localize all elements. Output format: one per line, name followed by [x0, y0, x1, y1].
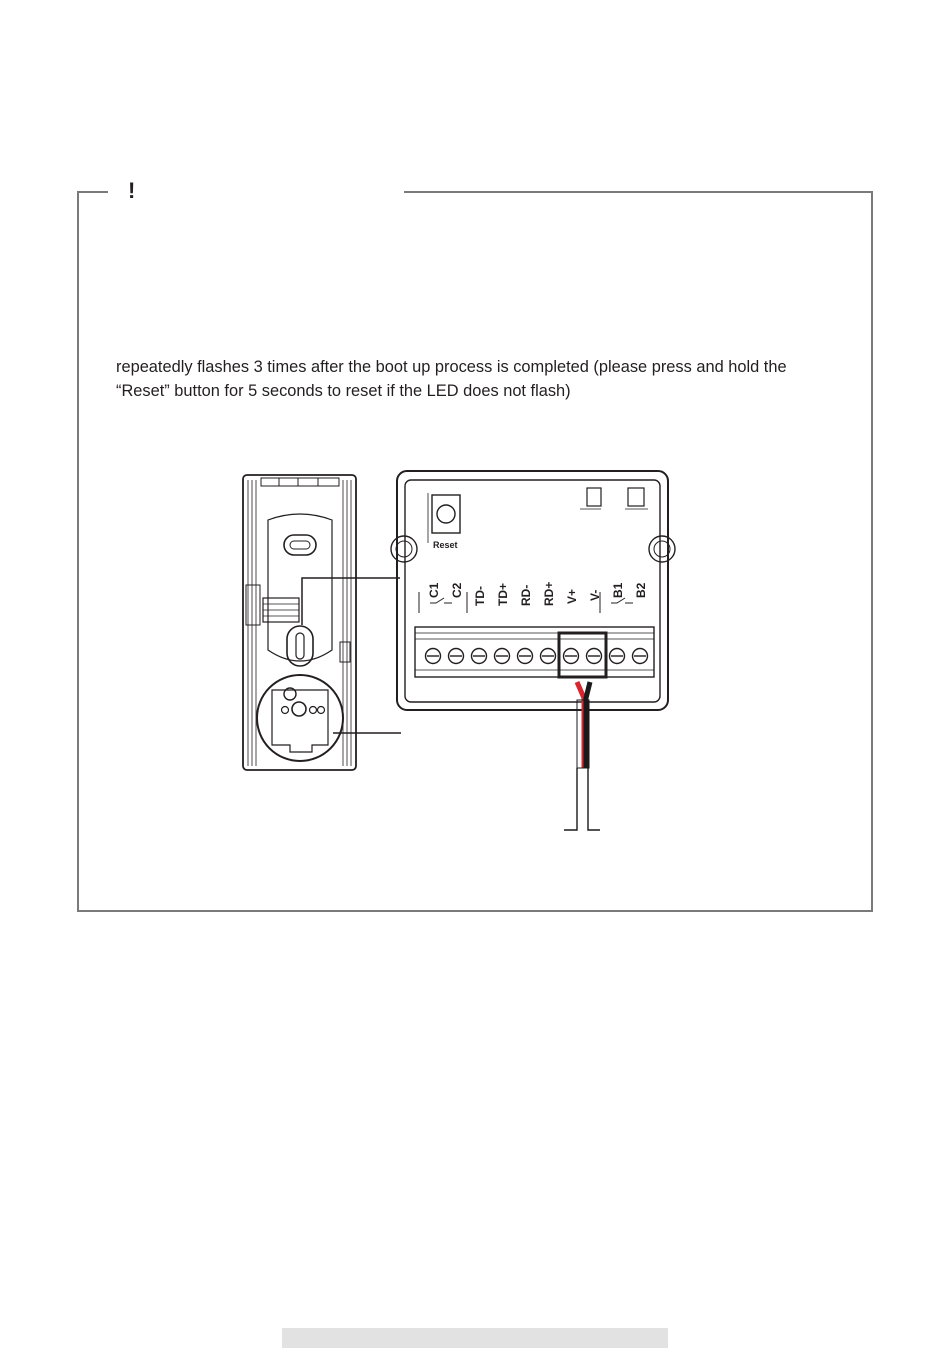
- notice-line-1: repeatedly flashes 3 times after the boot up process is completed (please press and hold the: [116, 358, 787, 376]
- screw-td-minus: [472, 649, 487, 664]
- terminal-label-rd-minus: RD-: [519, 584, 533, 606]
- terminal-label-c1: C1: [427, 582, 441, 598]
- reader-device: [243, 475, 401, 770]
- terminal-label-c2: C2: [450, 582, 464, 598]
- terminal-screws: [426, 649, 648, 664]
- reset-label: Reset: [433, 540, 458, 550]
- power-cable: [564, 682, 600, 830]
- screw-rd-minus: [518, 649, 533, 664]
- terminal-label-rd-plus: RD+: [542, 581, 556, 606]
- screw-td-plus: [495, 649, 510, 664]
- terminal-label-td-plus: TD+: [496, 582, 510, 606]
- terminal-label-b1: B1: [611, 582, 625, 598]
- screw-v-minus: [587, 649, 602, 664]
- red-wire: [577, 682, 584, 768]
- terminal-label-v-minus: V-: [588, 589, 602, 601]
- exclamation-icon: !: [128, 178, 136, 203]
- screw-c2: [449, 649, 464, 664]
- terminal-label-b2: B2: [634, 582, 648, 598]
- screw-c1: [426, 649, 441, 664]
- terminal-labels: [427, 540, 648, 606]
- notice-line-2: “Reset” button for 5 seconds to reset if the LED does not flash): [116, 382, 571, 400]
- screw-v-plus: [564, 649, 579, 664]
- screw-b1: [610, 649, 625, 664]
- page-footer-bar: [282, 1328, 668, 1348]
- terminal-label-v-plus: V+: [565, 588, 579, 604]
- screw-rd-plus: [541, 649, 556, 664]
- terminal-label-td-minus: TD-: [473, 586, 487, 606]
- screw-b2: [633, 649, 648, 664]
